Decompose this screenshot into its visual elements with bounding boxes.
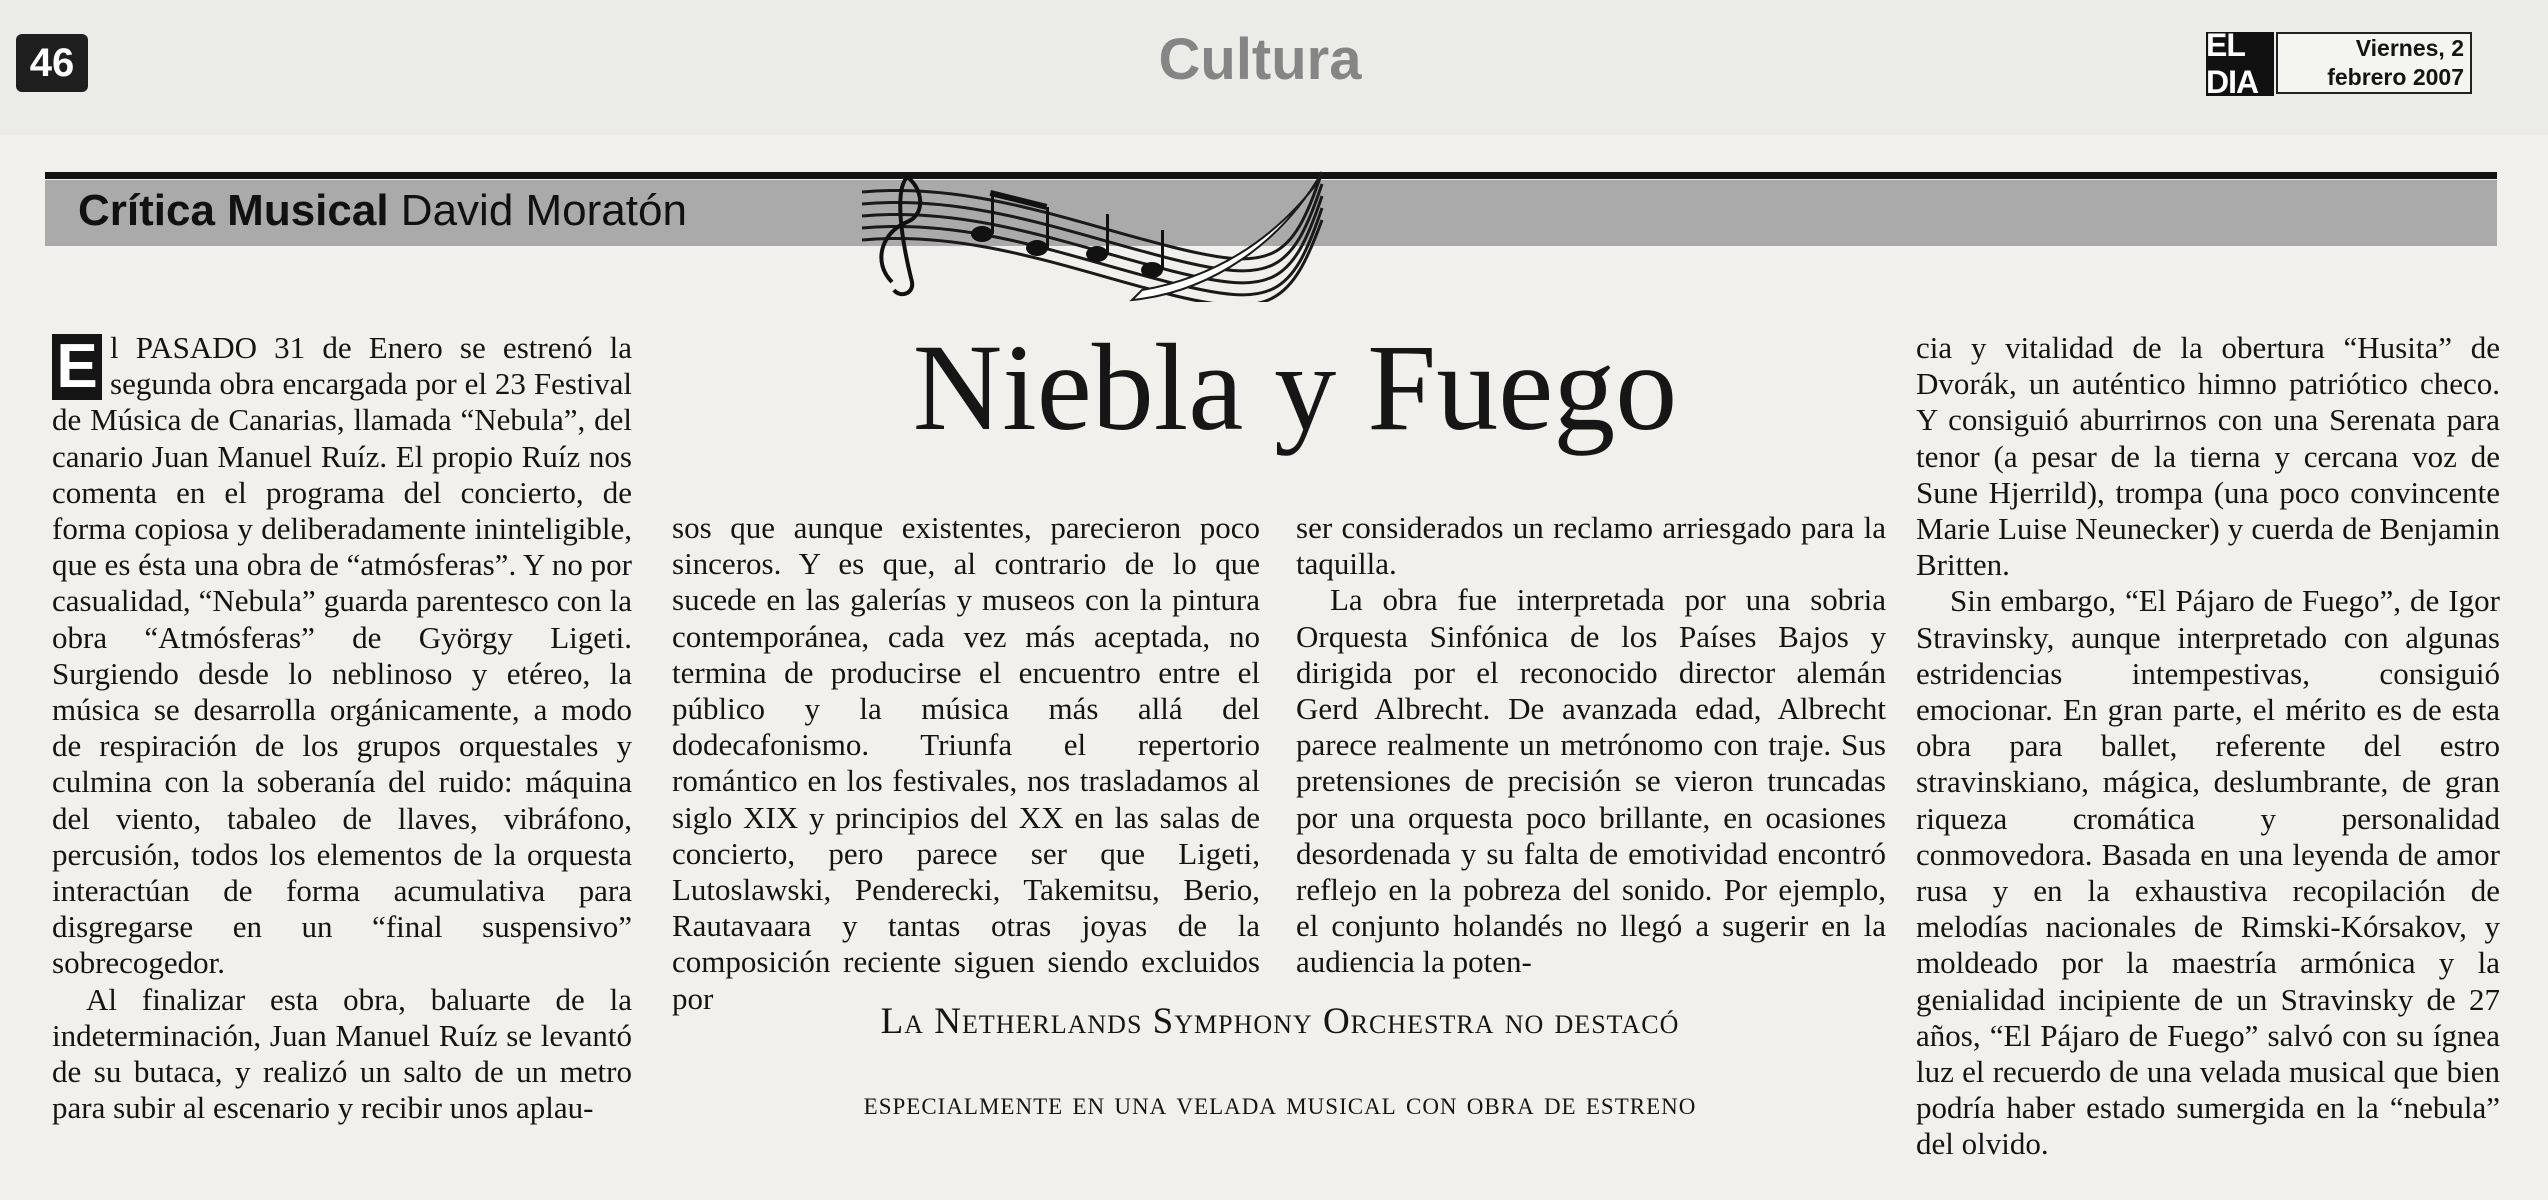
article-column-1 [52, 330, 632, 1126]
issue-date [2276, 32, 2472, 94]
paragraph: La obra fue interpretada por una sobria Orquesta Sinfónica de los Países Bajos y dirigida por el reconocido director alemán Gerd Albrecht. De avanzada edad, Albrecht parece realmente un metrónomo con traje. Sus pretensiones de precisión se vieron truncadas por una orquesta poco brillante, en ocasiones desordenada y su falta de emotividad encontró reflejo en la pobreza del sonido. Por ejemplo, el conjunto holandés no llegó a sugerir en la audiencia la poten- [1296, 582, 1886, 980]
headline: Niebla y Fuego [912, 319, 1678, 456]
paragraph: sos que aunque existentes, parecieron poco sinceros. Y es que, al contrario de lo que sucede en las galerías y museos con la pintura contemporánea, cada vez más aceptada, no termina de producirse el encuentro entre el público y la música más allá del dodecafonismo. Triunfa el repertorio romántico en los festivales, nos trasladamos al siglo XIX y principios del XX en las salas de concierto, pero parece ser que Ligeti, Lutoslawski, Penderecki, Takemitsu, Berio, Rautavaara y tantas otras joyas de la composición reciente siguen siendo excluidos por [672, 510, 1260, 1016]
critic-author: David Moratón [400, 186, 687, 235]
article-column-4 [1916, 330, 2500, 1163]
article-column-3 [1296, 510, 1886, 981]
section-title: Cultura [1158, 27, 1362, 92]
critic-kicker: Crítica Musical [78, 186, 389, 235]
article-column-2 [672, 510, 1260, 1017]
music-notes-icon [852, 152, 1332, 302]
paragraph: cia y vitalidad de la obertura “Husita” de Dvorák, un auténtico himno patriótico checo. Y consiguió aburrirnos con una Serenata para tenor (a pesar de la tierna y cercana voz de Sune Hjerrild), trompa (una poco convincente Marie Luise Neunecker) y cuerda de Benjamin Britten. [1916, 330, 2500, 583]
date-weekday: Viernes, 2 [2355, 35, 2464, 61]
pull-quote-line-1: La Netherlands Symphony Orchestra no destacó [880, 1001, 1680, 1042]
page-number: 46 [16, 34, 88, 92]
date-month-year: febrero 2007 [2327, 64, 2464, 90]
paragraph [52, 330, 632, 982]
paragraph: Sin embargo, “El Pájaro de Fuego”, de Igor Stravinsky, aunque interpretado con algunas estridencias intempestivas, consiguió emocionar. En gran parte, el mérito es de esta obra para ballet, referente del estro stravinskiano, mágica, deslumbrante, de gran riqueza cromática y personalidad conmovedora. Basada en una leyenda de amor rusa y en la exhaustiva recopilación de melodías nacionales de Rimski-Kórsakov, y moldeado por la maestría armónica y la genialidad incipiente de un Stravinsky de 27 años, “El Pájaro de Fuego” salvó con su ígnea luz el recuerdo de una velada musical que bien podría haber estado sumergida en la “nebula” del olvido. [1916, 583, 2500, 1162]
paragraph: ser considerados un reclamo arriesgado para la taquilla. [1296, 510, 1886, 582]
paragraph-text: l PASADO 31 de Enero se estrenó la segunda obra encargada por el 23 Festival de Música de Canarias, llamada “Nebula”, del canario Juan Manuel Ruíz. El propio Ruíz nos comenta en el programa del concierto, de forma copiosa y deliberadamente ininteligible, que es ésta una obra de “atmósferas”. Y no por casualidad, “Nebula” guarda parentesco con la obra “Atmósferas” de György Ligeti. Surgiendo desde lo neblinoso y etéreo, la música se desarrolla orgánicamente, a modo de respiración de los grupos orquestales y culmina con la soberanía del ruido: máquina del viento, tabaleo de llaves, vibráfono, percusión, todos los elementos de la orquesta interactúan de forma acumulativa para disgregarse en un “final suspensivo” sobrecogedor. [52, 330, 632, 981]
drop-cap: E [52, 334, 102, 400]
newspaper-logo: EL DIA [2206, 32, 2274, 96]
paragraph: Al finalizar esta obra, baluarte de la indeterminación, Juan Manuel Ruíz se levantó de su butaca, y realizó un salto de un metro para subir al escenario y recibir unos aplau- [52, 981, 632, 1126]
critic-byline [78, 186, 687, 236]
pull-quote-line-2: especialmente en una velada musical con obra de estreno [863, 1086, 1697, 1122]
